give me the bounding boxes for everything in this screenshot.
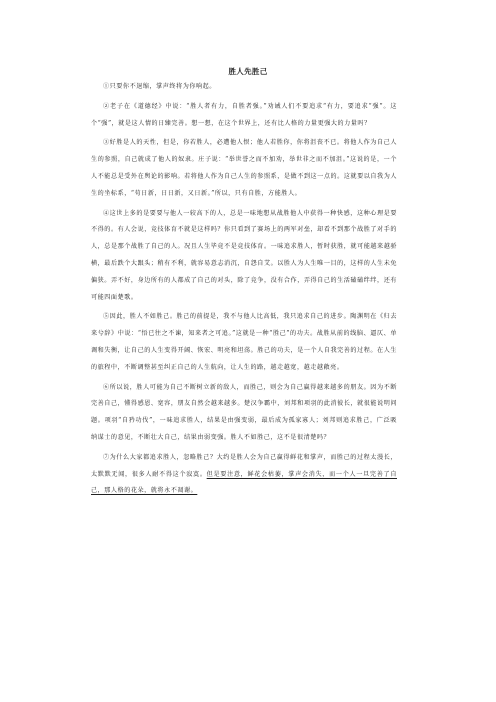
- paragraph-4: ④这世上多的是要要与他人一较高下的人，总是一味地想从战胜他人中获得一种快感，这种心理是要不得的。有人会说，竞技体育不就是这样吗？你只看到了赛场上的两军对垒，却看不到那个战胜了对手的人，总是那个战胜了自己的人。况且人生毕竟不是竞技体育。一味追求胜人，暂时获胜，就可能越来越骄横，最后跌个大跟头；稍有不利，就容易意志消沉，自怨自艾。以胜人为人生唯一目的，这样的人生未免偏狭。弄不好，身边所有的人都成了自己的对头，除了竞争，没有合作，弄得自己的生活磕磕绊绊，还有可能四面楚歌。: [91, 209, 397, 301]
- paragraph-7: [91, 450, 397, 500]
- paragraph-6: ⑥所以说，胜人可能为自己不断树立新的敌人，而胜己，则会为自己赢得越来越多的朋友。因为不断完善自己，懂得感恩、宽容，朋友自然会越来越多。楚汉争霸中，刘邦和项羽的此消彼长，就很能说明问题。项羽“自矜功伐”，一味追求胜人，结果是由强变弱，最后成为孤家寡人；刘邦则追求胜己，广泛吸纳谋士的意见，不断壮大自己，结果由弱变强。胜人不如胜己，这不是很清楚吗？: [91, 383, 397, 441]
- document-body: [91, 79, 397, 503]
- paragraph-5: ⑤因此，胜人不如胜己。胜己的前提是，我不与他人比高低，我只追求自己的进步。陶渊明在《归去来兮辞》中说：“悟已往之不谏，知来者之可追。”这就是一种“胜己”的功夫。战胜从前的线脑、逼仄、单调和失衡，让自己的人生变得开阔、恢宏、明亮和坦荡。胜己的功夫，是一个人自我完善的过程。在人生的旅程中，不断调整甚至纠正自己的人生航向，让人生的路，越走越宽，越走越敞亮。: [91, 313, 397, 371]
- underlined-ending: 但是要注意，鲜花会枯萎，掌声会消失，而一个人一旦完善了自己，那人格的花朵，就将永不凋谢。: [91, 470, 397, 495]
- paragraph-1: ①只要你不退缩，掌声终将为你响起。: [103, 83, 216, 90]
- paragraph-3: ③好胜是人的天性，但是，你若胜人，必遭他人恨；他人若胜你，你将沮丧不已。将他人作为自己人生的参照，自己就成了他人的奴隶。庄子说：“举世誉之而不加劝，举世非之而不加沮。”这说的是，一个人不能总是受外在舆论的影响。若将他人作为自己人生的参照系，是做不到这一点的。这就要以自我为人生的坐标系，“苟日新，日日新，又日新。”所以，只有自胜，方能胜人。: [91, 139, 397, 197]
- paragraph-2: ②老子在《道德经》中说：“胜人者有力，自胜者强。”劝诫人们不要追求“有力，要追求“强”。这个“强”，就是这人情的日臻完善。想一想，在这个世界上，还有比人格的力量更强大的力量吗？: [91, 102, 397, 127]
- document-title: 胜人先胜己: [228, 67, 268, 76]
- paragraph-7-text: ⑦为什么大家都追求胜人，忽略胜己？大约是胜人会为自己赢得鲜花和掌声，而胜己的过程太漫长，太默默无闻，很多人耐不得这个寂寞。: [91, 453, 397, 478]
